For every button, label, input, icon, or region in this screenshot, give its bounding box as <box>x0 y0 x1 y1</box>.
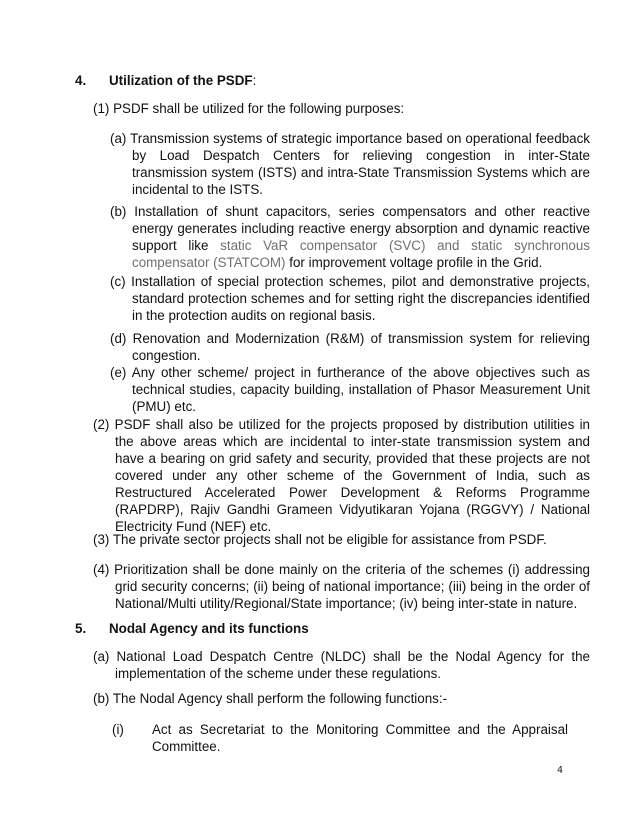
section-5-number: 5. <box>75 621 87 636</box>
function-i-text: Act as Secretariat to the Monitoring Committee and the Appraisal Committee. <box>152 722 568 754</box>
section-4-number: 4. <box>75 73 87 88</box>
section-5-heading <box>75 620 309 637</box>
section-4-item-a: (a) Transmission systems of strategic importance based on operational feedback by Load Despatch Centers for relieving congestion in inter-State transmission system (ISTS) and intra-State Transmission Systems which are incidental to the ISTS. <box>110 131 590 197</box>
section-4-heading <box>75 72 256 89</box>
section-4-item-d: (d) Renovation and Modernization (R&M) of transmission system for relieving congestion. <box>110 331 590 363</box>
section-5-item-a: (a) National Load Despatch Centre (NLDC) shall be the Nodal Agency for the implementation of the scheme under these regulations. <box>93 649 590 681</box>
section-5-item-b: (b) The Nodal Agency shall perform the following functions:- <box>93 691 448 706</box>
item-b-text-start: (b) Installation of shunt capacitors, series compensators and other reactive energy generates including reactive energy absorption and dynamic reactive support like <box>110 204 590 253</box>
section-4-item-e: (e) Any other scheme/ project in furtherance of the above objectives such as technical studies, capacity building, installation of Phasor Measurement Unit (PMU) etc. <box>110 365 590 414</box>
section-4-item-c: (c) Installation of special protection schemes, pilot and demonstrative projects, standard protection schemes and for setting right the discrepancies identified in the protection audits on regional basis. <box>110 274 590 323</box>
section-4-paragraph-1: (1) PSDF shall be utilized for the following purposes: <box>93 101 405 116</box>
page-number: 4 <box>557 765 564 776</box>
item-b-equipment-list: static VaR compensator (SVC) and static synchronous compensator (STATCOM) <box>132 238 590 270</box>
section-4-paragraph-3: (3) The private sector projects shall not be eligible for assistance from PSDF. <box>93 532 547 547</box>
function-i-label: (i) <box>112 722 124 737</box>
item-b-text-end: for improvement voltage profile in the Grid. <box>289 255 543 270</box>
section-4-paragraph-4: (4) Prioritization shall be done mainly on the criteria of the schemes (i) addressing grid security concerns; (ii) being of national importance; (iii) being in the order of National/Multi utility/Regional/State importance; (iv) being inter-state in nature. <box>93 562 590 611</box>
section-4-item-b <box>110 203 590 271</box>
section-4-paragraph-2: (2) PSDF shall also be utilized for the projects proposed by distribution utilities in the above areas which are incidental to inter-state transmission system and have a bearing on grid safety and security, provided that these projects are not covered under any other scheme of the Government of India, such as Restructured Accelerated Power Development & Reforms Programme (RAPDRP), Rajiv Gandhi Grameen Vidyutikaran Yojana (RGGVY) / National Electricity Fund (NEF) etc. <box>93 417 590 534</box>
section-4-title-suffix: : <box>252 73 257 88</box>
section-4-title: Utilization of the PSDF <box>109 73 253 88</box>
section-5-title: Nodal Agency and its functions <box>109 621 309 636</box>
